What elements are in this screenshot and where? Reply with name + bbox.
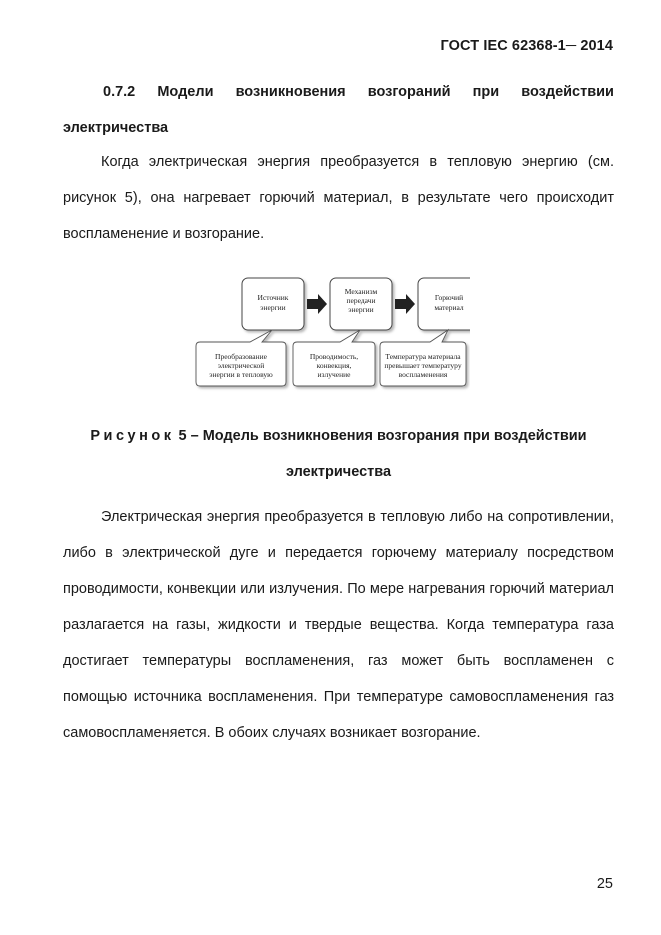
section-word-5: воздействии xyxy=(521,84,614,100)
energy-source-box xyxy=(242,278,304,330)
figure-caption-line1 xyxy=(63,418,614,454)
callout-transfer-line1: Проводимость, xyxy=(309,352,359,361)
figure-caption-text: 5 – Модель возникновения возгорания при воздействии xyxy=(178,428,587,444)
section-heading-line1 xyxy=(63,74,614,110)
section-word-1: Модели xyxy=(157,84,214,100)
document-id-header: ГОСТ IEC 62368-1─ 2014 xyxy=(440,38,613,54)
callout-temperature-line2: превышает температуру xyxy=(384,361,462,370)
figure-caption-prefix: Рисунок xyxy=(90,428,175,444)
callout-temperature xyxy=(380,330,466,386)
section-number: 0.7.2 xyxy=(103,84,136,100)
callout-temperature-line3: воспламенения xyxy=(398,370,448,379)
combustible-material-line2: материал xyxy=(434,303,464,312)
figure-caption-line2: электричества xyxy=(285,464,392,480)
energy-source-line2: энергии xyxy=(260,303,286,312)
paragraph-1 xyxy=(63,144,614,252)
transfer-mechanism-box xyxy=(330,278,392,330)
paragraph-1-text: Когда электрическая энергия преобразуется в тепловую энергию (см. рисунок 5), она нагревает горючий материал, в результате чего происходит воспламенение и возгорание. xyxy=(63,154,614,242)
section-word-2: возникновения xyxy=(235,84,346,100)
figure-5-diagram xyxy=(190,272,470,392)
callout-transfer-line3: излучение xyxy=(317,370,351,379)
paragraph-2-text: Электрическая энергия преобразуется в тепловую либо на сопротивлении, либо в электрической дуге и передается горючему материалу посредством проводимости, конвекции или излучения. По мере нагревания горючий материал разлагается на газы, жидкости и твердые вещества. Когда температура газа достигает температуры воспламенения, газ может быть воспламенен с помощью источника воспламенения. При температуре самовоспламенения газ самовоспламеняется. В обоих случаях возникает возгорание. xyxy=(63,509,614,741)
section-word-4: при xyxy=(472,84,500,100)
callout-temperature-line1: Температура материала xyxy=(385,352,461,361)
callout-transfer-line2: конвекция, xyxy=(316,361,352,370)
page-number: 25 xyxy=(596,876,613,892)
paragraph-2 xyxy=(63,499,614,751)
callout-conversion xyxy=(196,330,286,386)
arrow-icon-1 xyxy=(307,294,327,314)
callout-conversion-line3: энергии в тепловую xyxy=(209,370,273,379)
energy-source-line1: Источник xyxy=(257,293,289,302)
callout-conversion-line2: электрической xyxy=(217,361,265,370)
combustible-material-box xyxy=(418,278,470,330)
callout-conversion-line1: Преобразование xyxy=(215,352,267,361)
transfer-mechanism-line3: энергии xyxy=(348,305,374,314)
section-word-3: возгораний xyxy=(367,84,451,100)
transfer-mechanism-line1: Механизм xyxy=(344,287,378,296)
arrow-icon-2 xyxy=(395,294,415,314)
combustible-material-line1: Горючий xyxy=(434,293,464,302)
section-heading xyxy=(63,74,614,146)
figure-caption xyxy=(63,418,614,490)
transfer-mechanism-line2: передачи xyxy=(346,296,376,305)
callout-transfer xyxy=(293,330,375,386)
section-heading-line2: электричества xyxy=(63,120,169,136)
